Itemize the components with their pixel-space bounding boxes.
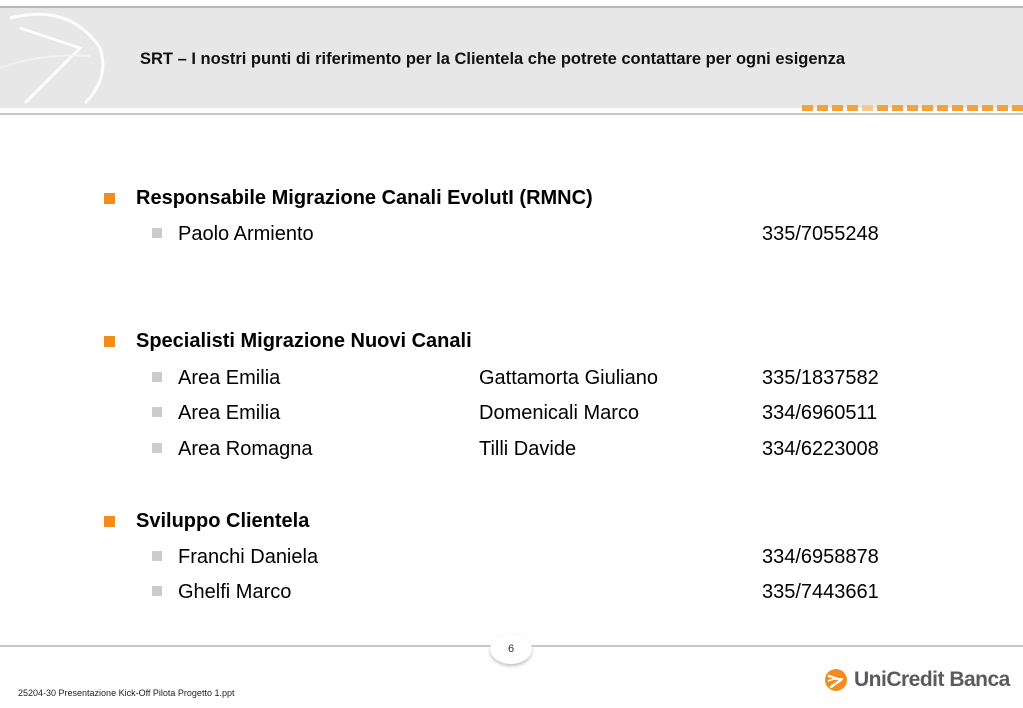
unicredit-logo-icon: [824, 668, 848, 692]
grey-square-bullet-icon: [152, 551, 162, 561]
section-heading-text: Sviluppo Clientela: [136, 509, 310, 532]
brand-name: UniCredit Banca: [854, 668, 1010, 691]
list-item: [152, 543, 912, 571]
header-bottom-rule: [0, 113, 1023, 115]
contact-name: Paolo Armiento: [178, 223, 314, 245]
orange-square-bullet-icon: [104, 336, 115, 347]
section-heading-text: Responsabile Migrazione Canali EvolutI (RMNC): [136, 186, 593, 209]
grey-square-bullet-icon: [152, 407, 162, 417]
page-number: 6: [507, 643, 515, 655]
list-item: [152, 364, 912, 392]
list-item: [152, 435, 912, 463]
contact-phone: 335/1837582: [762, 367, 879, 389]
list-item: [152, 399, 912, 427]
list-item: [152, 578, 912, 606]
contact-phone: 335/7055248: [762, 223, 879, 245]
contact-name: Tilli Davide: [479, 438, 577, 460]
page-title: SRT – I nostri punti di riferimento per la Clientela che potrete contattare per ogni esigenza: [140, 50, 846, 68]
orange-square-bullet-icon: [104, 516, 115, 527]
section-heading-text: Specialisti Migrazione Nuovi Canali: [136, 329, 472, 352]
contact-area: Area Emilia: [178, 367, 281, 389]
contact-name: Franchi Daniela: [178, 546, 319, 568]
decorative-dash-strip: [802, 105, 1023, 113]
contact-phone: 334/6223008: [762, 438, 879, 460]
contact-name: Domenicali Marco: [479, 402, 640, 424]
orange-square-bullet-icon: [104, 193, 115, 204]
brand-logo: [824, 666, 1010, 694]
grey-square-bullet-icon: [152, 228, 162, 238]
footer-filename: 25204-30 Presentazione Kick-Off Pilota Progetto 1.ppt: [18, 688, 235, 698]
contact-phone: 334/6958878: [762, 546, 879, 568]
grey-square-bullet-icon: [152, 372, 162, 382]
grey-square-bullet-icon: [152, 586, 162, 596]
page-number-badge: [490, 634, 532, 664]
contact-phone: 334/6960511: [762, 402, 878, 424]
contact-area: Area Romagna: [178, 438, 313, 460]
grey-square-bullet-icon: [152, 443, 162, 453]
contact-name: Ghelfi Marco: [178, 581, 292, 603]
contact-phone: 335/7443661: [762, 581, 879, 603]
section-heading-sviluppo: [104, 507, 309, 535]
contact-area: Area Emilia: [178, 402, 281, 424]
list-item: [152, 220, 912, 248]
unicredit-watermark-icon: [0, 8, 130, 108]
contact-name: Gattamorta Giuliano: [479, 367, 658, 389]
section-heading-specialisti: [104, 327, 472, 355]
section-heading-rmnc: [104, 184, 593, 212]
